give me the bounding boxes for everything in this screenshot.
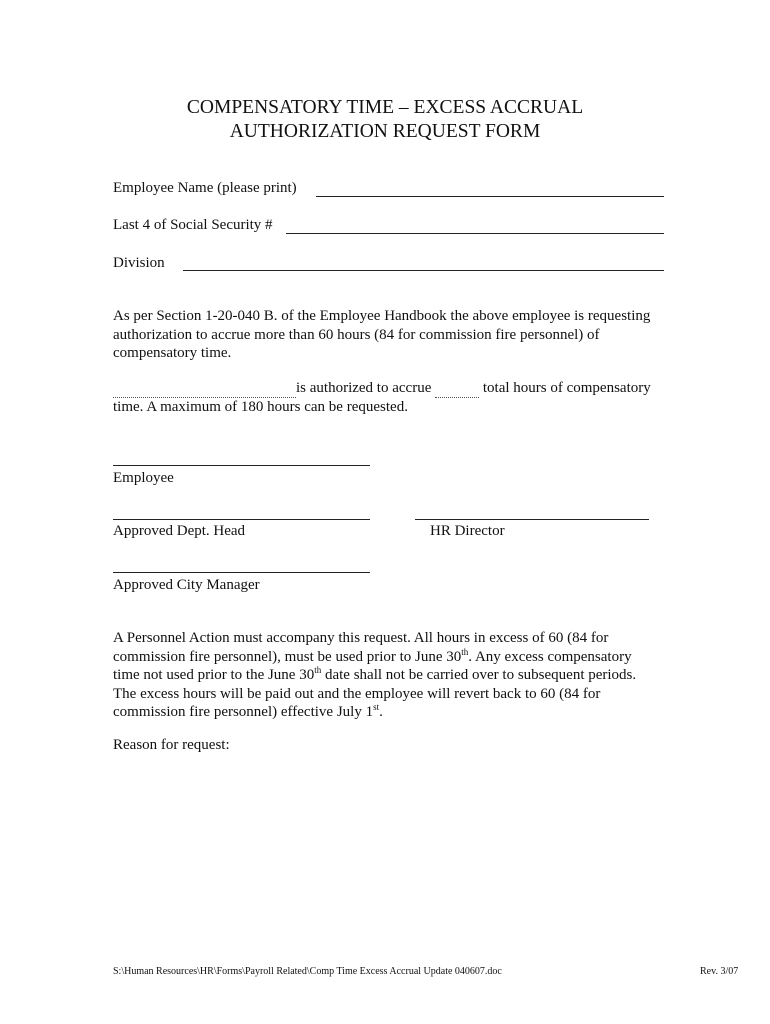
policy-line-5: commission fire personnel) effective July 1st. — [113, 702, 383, 720]
hr-director-signature-label: HR Director — [430, 523, 505, 539]
handbook-line-3: compensatory time. — [113, 345, 232, 361]
footer-revision: Rev. 3/07 — [700, 966, 739, 977]
total-hours-text: total hours of compensatory — [482, 380, 651, 396]
policy-line-1: A Personnel Action must accompany this request. All hours in excess of 60 (84 for — [113, 630, 609, 646]
city-manager-signature-label: Approved City Manager — [113, 577, 260, 593]
policy-paragraph — [113, 629, 683, 722]
employee-name-label: Employee Name (please print) — [113, 180, 297, 196]
dept-head-signature-label: Approved Dept. Head — [113, 523, 246, 539]
employee-signature-label: Employee — [113, 470, 174, 486]
policy-line-3: time not used prior to the June 30th date shall not be carried over to subsequent periods. — [113, 665, 637, 683]
form-title-line2: AUTHORIZATION REQUEST FORM — [229, 121, 541, 142]
ssn-label: Last 4 of Social Security # — [113, 217, 273, 233]
handbook-paragraph — [113, 307, 673, 363]
authorized-employee-blank[interactable] — [113, 379, 296, 398]
authorization-line-2: time. A maximum of 180 hours can be requested. — [113, 399, 408, 415]
form-title-line1: COMPENSATORY TIME – EXCESS ACCRUAL — [186, 97, 584, 118]
employee-signature-line[interactable] — [113, 465, 370, 466]
hr-director-signature-line[interactable] — [415, 519, 649, 520]
authorization-line-1 — [113, 379, 651, 398]
handbook-line-2: authorization to accrue more than 60 hours (84 for commission fire personnel) of — [113, 326, 600, 343]
authorized-text: is authorized to accrue — [296, 380, 432, 396]
reason-text-area[interactable] — [113, 760, 664, 950]
division-label: Division — [113, 255, 165, 271]
division-field[interactable] — [183, 254, 664, 271]
hours-blank[interactable] — [435, 379, 479, 398]
reason-label: Reason for request: — [113, 737, 230, 753]
employee-name-field[interactable] — [316, 180, 664, 197]
ssn-field[interactable] — [286, 217, 664, 234]
policy-line-4: The excess hours will be paid out and the employee will revert back to 60 (84 for — [113, 685, 601, 702]
policy-line-2: commission fire personnel), must be used prior to June 30th. Any excess compensatory — [113, 646, 632, 665]
dept-head-signature-line[interactable] — [113, 519, 370, 520]
footer-file-path: S:\Human Resources\HR\Forms\Payroll Related\Comp Time Excess Accrual Update 040607.doc — [113, 966, 502, 977]
city-manager-signature-line[interactable] — [113, 572, 370, 573]
handbook-line-1: As per Section 1-20-040 B. of the Employee Handbook the above employee is requesting — [113, 308, 651, 324]
